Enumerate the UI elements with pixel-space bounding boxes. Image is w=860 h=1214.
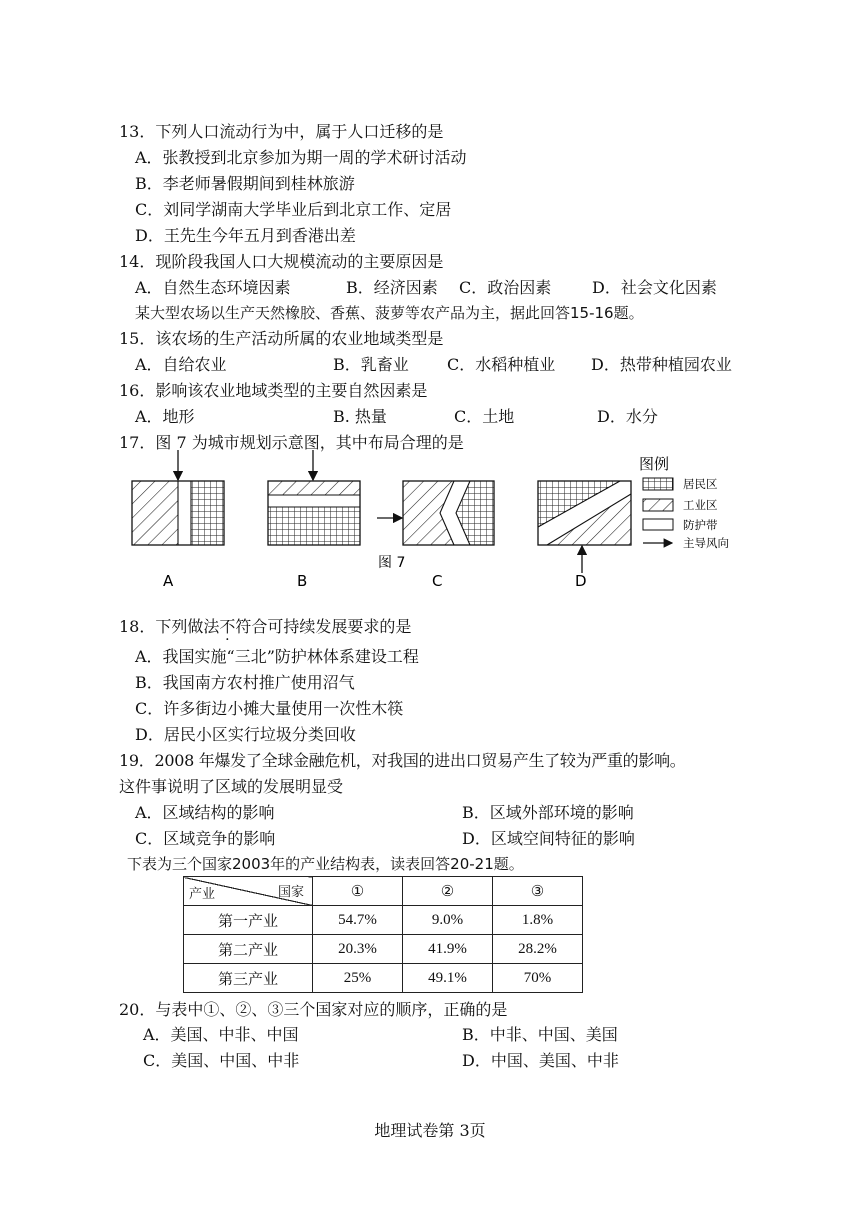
q15-option-b: B．乳畜业 (333, 355, 409, 374)
q16-option-a: A．地形 (135, 407, 195, 426)
legend-wind-label: 主导风向 (683, 536, 729, 550)
table-cell: 54.7% (313, 906, 403, 935)
q20-option-b: B．中非、中国、美国 (462, 1025, 618, 1044)
q17-stem: 17．图 7 为城市规划示意图，其中布局合理的是 (119, 433, 464, 452)
legend-title: 图例 (639, 455, 670, 473)
panel-b-residential-zone (268, 507, 360, 545)
legend-buffer-label: 防护带 (683, 518, 718, 532)
q16-stem: 16．影响该农业地域类型的主要自然因素是 (119, 381, 428, 400)
legend-residential-swatch (643, 478, 673, 490)
table-header-row (184, 877, 583, 906)
corner-col-label: 国家 (277, 884, 304, 899)
q18-option-d: D．居民小区实行垃圾分类回收 (135, 725, 356, 744)
row-label: 第三产业 (184, 964, 313, 993)
legend-industrial-swatch (643, 499, 673, 511)
table-cell: 70% (493, 964, 583, 993)
q18-stem: 18．下列做法不符合可持续发展要求的是 (119, 617, 412, 636)
q13-option-c: C．刘同学湖南大学毕业后到北京工作、定居 (135, 200, 452, 219)
panel-c-label: C (432, 572, 443, 590)
q14-stem: 14．现阶段我国人口大规模流动的主要原因是 (119, 252, 444, 271)
q16-option-b: B. 热量 (333, 407, 387, 426)
table-cell: 20.3% (313, 935, 403, 964)
panel-a-diagram (132, 450, 224, 545)
q20-option-c: C．美国、中国、中非 (143, 1051, 300, 1070)
table-row (184, 906, 583, 935)
table-cell: 28.2% (493, 935, 583, 964)
city-planning-figure (120, 445, 760, 595)
material-note-15-16: 某大型农场以生产天然橡胶、香蕉、菠萝等农产品为主，据此回答15-16题。 (135, 304, 644, 322)
q20-option-d: D．中国、美国、中非 (462, 1051, 619, 1070)
column-header-country-2: ② (403, 877, 493, 906)
q13-option-b: B．李老师暑假期间到桂林旅游 (135, 174, 355, 193)
q19-option-b: B．区域外部环境的影响 (462, 803, 634, 822)
q16-option-c: C．土地 (454, 407, 515, 426)
row-label: 第一产业 (184, 906, 313, 935)
q19-stem-line2: 这件事说明了区域的发展明显受 (119, 777, 344, 796)
q19-option-d: D．区域空间特征的影响 (462, 829, 635, 848)
panel-a-industrial-zone (132, 481, 178, 545)
industry-structure-table (183, 876, 583, 993)
panel-b-diagram (268, 450, 360, 545)
q18-option-b: B．我国南方农村推广使用沼气 (135, 673, 355, 692)
q18-emphasis-word: 不 (219, 617, 236, 636)
figure-caption: 图 7 (378, 555, 406, 571)
q14-option-b: B．经济因素 (346, 278, 438, 297)
q20-option-a: A．美国、中非、中国 (143, 1025, 299, 1044)
table-cell: 9.0% (403, 906, 493, 935)
q14-option-d: D．社会文化因素 (592, 278, 717, 297)
corner-row-label: 产业 (189, 886, 216, 901)
table-corner-cell (184, 877, 313, 906)
table-cell: 1.8% (493, 906, 583, 935)
table-row (184, 964, 583, 993)
panel-d-label: D (575, 572, 587, 590)
q18-option-a: A．我国实施“三北”防护林体系建设工程 (135, 647, 419, 666)
q15-option-c: C．水稻种植业 (447, 355, 556, 374)
row-label: 第二产业 (184, 935, 313, 964)
table-row (184, 935, 583, 964)
panel-a-buffer-zone (178, 481, 191, 545)
q15-option-d: D．热带种植园农业 (591, 355, 732, 374)
table-cell: 49.1% (403, 964, 493, 993)
column-header-country-3: ③ (493, 877, 583, 906)
material-note-20-21: 下表为三个国家2003年的产业结构表，读表回答20-21题。 (127, 855, 524, 873)
q16-option-d: D．水分 (597, 407, 658, 426)
panel-b-industrial-zone (268, 481, 360, 495)
legend-buffer-swatch (643, 519, 673, 530)
q19-option-a: A．区域结构的影响 (135, 803, 275, 822)
q18-option-c: C．许多街边小摊大量使用一次性木筷 (135, 699, 404, 718)
panel-d-diagram (538, 481, 631, 573)
q14-option-c: C．政治因素 (459, 278, 552, 297)
q20-stem: 20．与表中①、②、③三个国家对应的顺序，正确的是 (119, 1000, 508, 1019)
legend-residential-label: 居民区 (683, 477, 718, 491)
q15-option-a: A．自给农业 (135, 355, 227, 374)
panel-a-residential-zone (191, 481, 224, 545)
column-header-country-1: ① (313, 877, 403, 906)
q13-option-d: D．王先生今年五月到香港出差 (135, 226, 356, 245)
legend-industrial-label: 工业区 (683, 498, 718, 512)
q13-stem: 13．下列人口流动行为中，属于人口迁移的是 (119, 122, 444, 141)
figure-legend (639, 455, 729, 550)
q19-stem-line1: 19．2008 年爆发了全球金融危机，对我国的进出口贸易产生了较为严重的影响。 (119, 751, 686, 770)
table-cell: 25% (313, 964, 403, 993)
panel-b-label: B (297, 572, 308, 590)
table-cell: 41.9% (403, 935, 493, 964)
page-footer: 地理试卷第 3页 (374, 1121, 486, 1140)
panel-c-diagram (377, 481, 494, 545)
panel-b-buffer-zone (268, 495, 360, 507)
q13-option-a: A．张教授到北京参加为期一周的学术研讨活动 (135, 148, 467, 167)
panel-a-label: A (163, 572, 174, 590)
q19-option-c: C．区域竞争的影响 (135, 829, 276, 848)
q14-option-a: A．自然生态环境因素 (135, 278, 291, 297)
q15-stem: 15．该农场的生产活动所属的农业地域类型是 (119, 329, 444, 348)
